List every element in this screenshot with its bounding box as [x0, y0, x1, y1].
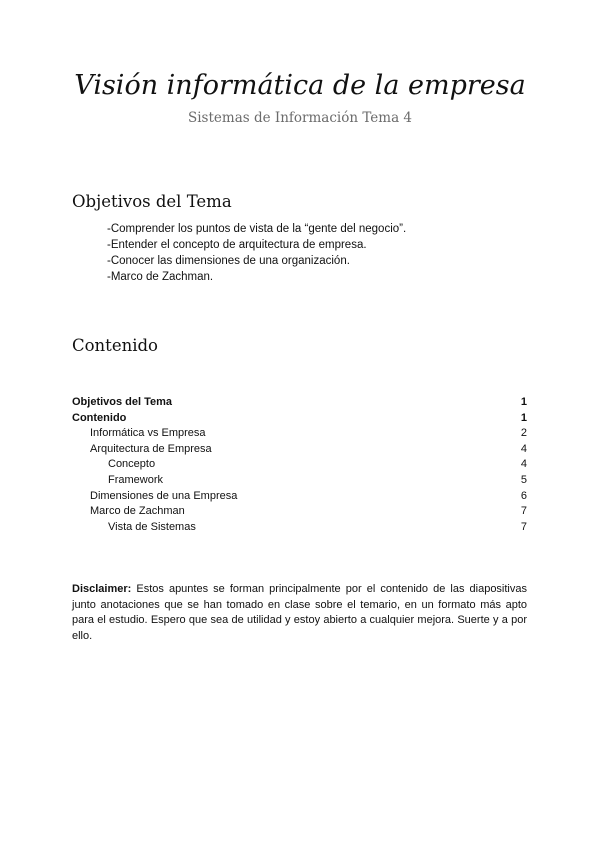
toc-entry-title: Vista de Sistemas [108, 520, 196, 533]
toc-entry-title: Marco de Zachman [90, 505, 185, 518]
document-title: Visión informática de la empresa [74, 70, 526, 101]
objective-item: -Marco de Zachman. [107, 271, 214, 283]
toc-entry-page: 7 [520, 520, 527, 533]
toc-entry[interactable] [72, 504, 527, 520]
toc-entry[interactable] [72, 395, 527, 411]
toc-entry-page: 6 [520, 489, 527, 502]
toc-entry[interactable] [72, 520, 527, 536]
toc-entry-title: Informática vs Empresa [90, 427, 206, 440]
toc-entry-page: 5 [520, 473, 527, 486]
contents-heading: Contenido [72, 336, 158, 355]
toc-entry-title: Concepto [108, 458, 156, 471]
objectives-list [107, 221, 406, 285]
disclaimer-label: Disclaimer: [72, 583, 132, 595]
toc-entry[interactable] [72, 473, 527, 489]
toc-entry-title: Objetivos del Tema [72, 396, 173, 408]
disclaimer-text: Estos apuntes se forman principalmente por el contenido de las diapositivas junto anotaciones que se han tomado en clase sobre el temario, en un formato más apto para el estudio. Espero que sea de utilidad y estoy abierto a cualquier mejora. Suerte y a por ello. [72, 583, 527, 642]
objective-item: -Conocer las dimensiones de una organización. [107, 255, 350, 267]
toc-entry-page: 1 [520, 396, 527, 408]
toc-entry-title: Framework [108, 473, 164, 486]
document-subtitle: Sistemas de Información Tema 4 [187, 110, 413, 126]
toc-entry[interactable] [72, 426, 527, 442]
disclaimer-paragraph [72, 582, 527, 644]
toc-entry-page: 1 [520, 411, 527, 424]
toc-entry-title: Contenido [72, 411, 127, 424]
toc-entry-page: 7 [520, 505, 527, 518]
objectives-heading: Objetivos del Tema [72, 192, 232, 211]
toc-entry[interactable] [72, 489, 527, 505]
toc-entry[interactable] [72, 457, 527, 473]
toc-entry-title: Dimensiones de una Empresa [90, 489, 238, 502]
objective-item: -Comprender los puntos de vista de la “gente del negocio”. [107, 223, 407, 235]
toc-entry-page: 4 [520, 458, 527, 471]
toc-entry-page: 4 [520, 442, 527, 455]
toc-entry[interactable] [72, 411, 527, 427]
toc-entry-page: 2 [520, 427, 527, 440]
toc-entry[interactable] [72, 442, 527, 458]
toc-entry-title: Arquitectura de Empresa [90, 442, 212, 455]
objective-item: -Entender el concepto de arquitectura de empresa. [107, 239, 367, 251]
table-of-contents [72, 395, 527, 535]
